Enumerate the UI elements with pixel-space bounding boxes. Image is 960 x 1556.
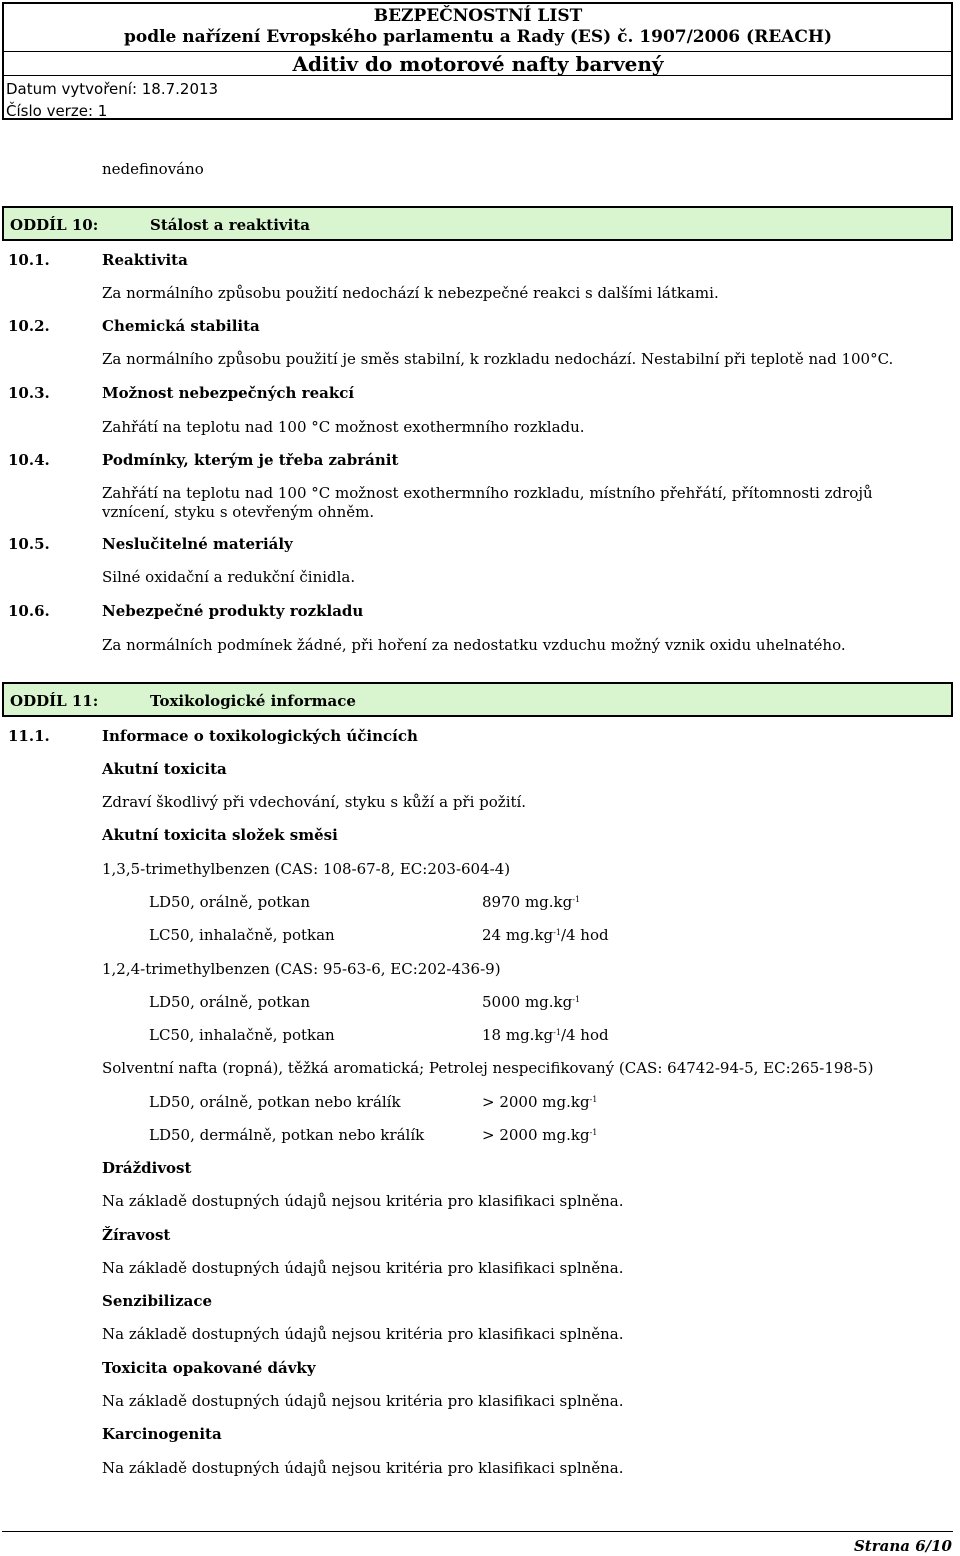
subsection-number: 10.5. [8, 535, 50, 553]
subsection-title: Informace o toxikologických účincích [102, 727, 418, 745]
subsection-number: 10.1. [8, 251, 50, 269]
section-title: Stálost a reaktivita [150, 216, 310, 234]
section-title: Toxikologické informace [150, 692, 356, 710]
subsection-number: 10.4. [8, 451, 50, 469]
undefined-text: nedefinováno [102, 160, 204, 178]
subsection-title: Nebezpečné produkty rozkladu [102, 602, 364, 620]
components-heading: Akutní toxicita složek směsi [102, 826, 338, 844]
hazard-text: Na základě dostupných údajů nejsou kritéria pro klasifikaci splněna. [102, 1192, 624, 1210]
subsection-title: Neslučitelné materiály [102, 535, 293, 553]
section-10-header [2, 206, 953, 241]
acute-toxicity-text: Zdraví škodlivý při vdechování, styku s kůží a při požití. [102, 793, 527, 811]
tox-label: LD50, orálně, potkan [149, 893, 310, 911]
tox-value: > 2000 $mg.kg^{-1}$ [482, 1126, 598, 1144]
regulation-line: podle nařízení Evropského parlamentu a Rady (ES) č. 1907/2006 (REACH) [123, 27, 832, 47]
hazard-text: Na základě dostupných údajů nejsou kritéria pro klasifikaci splněna. [102, 1325, 624, 1343]
tox-label: LD50, dermálně, potkan nebo králík [149, 1126, 425, 1144]
component-name: 1,2,4-trimethylbenzen (CAS: 95-63-6, EC:202-436-9) [102, 960, 501, 978]
subsection-number: 11.1. [8, 727, 50, 745]
hazard-heading: Žíravost [102, 1226, 171, 1244]
subsection-number: 10.2. [8, 317, 50, 335]
acute-toxicity-heading: Akutní toxicita [102, 760, 227, 778]
tox-value: 8970 $mg.kg^{-1}$ [482, 893, 581, 911]
hazard-heading: Dráždivost [102, 1159, 192, 1177]
component-name: Solventní nafta (ropná), těžká aromatická; Petrolej nespecifikovaný (CAS: 64742-94-5, EC:265-198-5) [102, 1059, 874, 1077]
tox-label: LC50, inhalačně, potkan [149, 926, 335, 944]
subsection-title: Reaktivita [102, 251, 188, 269]
hazard-text: Na základě dostupných údajů nejsou kritéria pro klasifikaci splněna. [102, 1392, 624, 1410]
hazard-heading: Toxicita opakované dávky [102, 1359, 316, 1377]
subsection-text: Silné oxidační a redukční činidla. [102, 568, 356, 586]
section-11-header [2, 682, 953, 717]
tox-value: 18 $mg.kg^{-1}/4$ hod [482, 1026, 609, 1044]
subsection-text: Za normálního způsobu použití nedochází k nebezpečné reakci s dalšími látkami. [102, 284, 719, 302]
subsection-text: Za normálních podmínek žádné, při hoření za nedostatku vzduchu možný vznik oxidu uhelnatého. [102, 636, 846, 654]
hazard-heading: Senzibilizace [102, 1292, 212, 1310]
subsection-text: Zahřátí na teplotu nad 100 °C možnost exothermního rozkladu, místního přehřátí, přítomnosti zdrojů vznícení, styku s otevřeným ohněm. [102, 484, 873, 521]
creation-date: Datum vytvoření: 18.7.2013 [6, 80, 219, 98]
component-name: 1,3,5-trimethylbenzen (CAS: 108-67-8, EC:203-604-4) [102, 860, 511, 878]
tox-label: LD50, orálně, potkan nebo králík [149, 1093, 401, 1111]
subsection-number: 10.6. [8, 602, 50, 620]
subsection-text: Zahřátí na teplotu nad 100 °C možnost exothermního rozkladu. [102, 418, 585, 436]
subsection-text: Za normálního způsobu použití je směs stabilní, k rozkladu nedochází. Nestabilní při teplotě nad 100°C. [102, 350, 894, 368]
product-name: Aditiv do motorové nafty barvený [292, 52, 664, 76]
subsection-title: Možnost nebezpečných reakcí [102, 384, 355, 402]
hazard-heading: Karcinogenita [102, 1425, 222, 1443]
tox-value: 24 $mg.kg^{-1}/4$ hod [482, 926, 609, 944]
subsection-title: Podmínky, kterým je třeba zabránit [102, 451, 399, 469]
footer-divider [2, 1531, 953, 1532]
page-number: Strana 6/10 [853, 1537, 952, 1555]
hazard-text: Na základě dostupných údajů nejsou kritéria pro klasifikaci splněna. [102, 1459, 624, 1477]
subsection-number: 10.3. [8, 384, 50, 402]
document-title: BEZPEČNOSTNÍ LIST [373, 6, 583, 26]
tox-label: LC50, inhalačně, potkan [149, 1026, 335, 1044]
hazard-text: Na základě dostupných údajů nejsou kritéria pro klasifikaci splněna. [102, 1259, 624, 1277]
subsection-title: Chemická stabilita [102, 317, 260, 335]
section-number: ODDÍL 10: [10, 216, 99, 234]
tox-value: 5000 $mg.kg^{-1}$ [482, 993, 581, 1011]
tox-label: LD50, orálně, potkan [149, 993, 310, 1011]
tox-value: > 2000 $mg.kg^{-1}$ [482, 1093, 598, 1111]
section-number: ODDÍL 11: [10, 692, 99, 710]
version-number: Číslo verze: 1 [6, 102, 108, 120]
